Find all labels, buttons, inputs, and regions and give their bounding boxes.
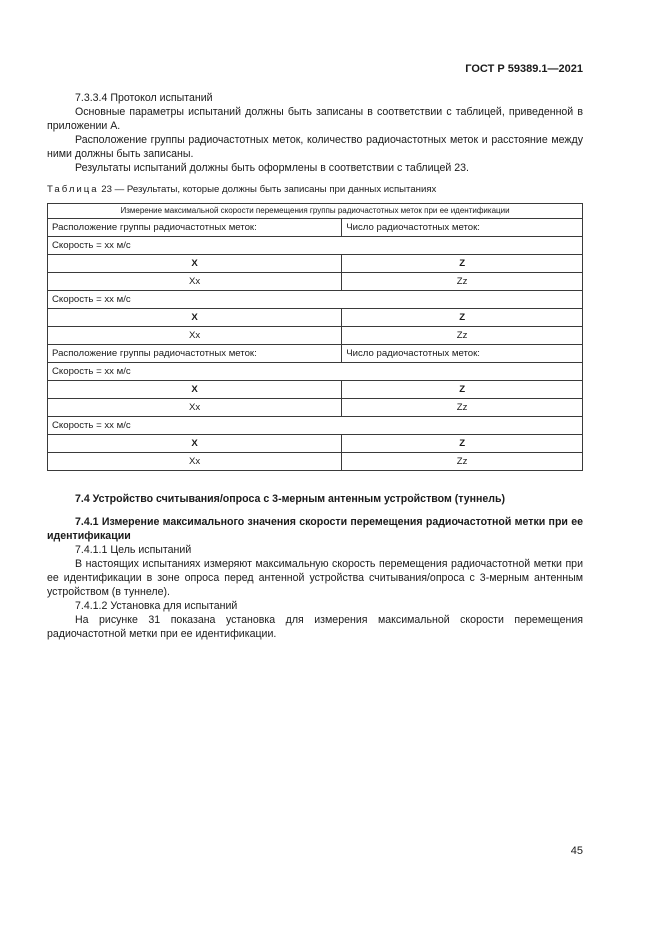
table-caption-text: 23 — Результаты, которые должны быть записаны при данных испытаниях (98, 184, 437, 196)
results-table (47, 203, 583, 471)
section-7-4-1-title: 7.4.1 Измерение максимального значения скорости перемещения радиочастотной метки при ее идентификации (47, 516, 583, 543)
x-header-cell: X (48, 255, 342, 273)
z-value-cell: Zz (342, 273, 583, 291)
z-header-cell: Z (342, 255, 583, 273)
location-label-cell: Расположение группы радиочастотных меток: (48, 345, 342, 363)
z-value-cell: Zz (342, 453, 583, 471)
table-row (48, 309, 583, 327)
section-7-3-3-4-title: 7.3.3.4 Протокол испытаний (75, 92, 213, 104)
x-header-cell: X (48, 381, 342, 399)
table-row (48, 435, 583, 453)
section-7-4-1-2-title: 7.4.1.2 Установка для испытаний (75, 599, 238, 612)
z-value-cell: Zz (342, 327, 583, 345)
z-header-cell: Z (342, 435, 583, 453)
table-row (48, 453, 583, 471)
paragraph: Результаты испытаний должны быть оформлены в соответствии с таблицей 23. (75, 161, 469, 174)
x-value-cell: Xx (48, 273, 342, 291)
paragraph: Основные параметры испытаний должны быть записаны в соответствии с таблицей, приведенной в приложении А. (47, 105, 583, 132)
x-value-cell: Xx (48, 453, 342, 471)
table-header-cell: Измерение максимальной скорости перемещения группы радиочастотных меток при ее идентификации (48, 204, 583, 219)
z-header-cell: Z (342, 381, 583, 399)
paragraph: Расположение группы радиочастотных меток, количество радиочастотных меток и расстояние между ними должны быть записаны. (47, 133, 583, 160)
x-header-cell: X (48, 435, 342, 453)
table-row (48, 219, 583, 237)
page-content (47, 92, 583, 641)
x-value-cell: Xx (48, 399, 342, 417)
location-label-cell: Расположение группы радиочастотных меток: (48, 219, 342, 237)
table-row (48, 237, 583, 255)
table-row (48, 345, 583, 363)
speed-label-cell: Скорость = xx м/с (48, 237, 583, 255)
table-row (48, 381, 583, 399)
speed-label-cell: Скорость = xx м/с (48, 417, 583, 435)
table-row (48, 255, 583, 273)
z-value-cell: Zz (342, 399, 583, 417)
section-7-4-1-1-title: 7.4.1.1 Цель испытаний (75, 544, 192, 557)
paragraph: На рисунке 31 показана установка для измерения максимальной скорости перемещения радиочастотной метки при ее идентификации. (47, 613, 583, 640)
paragraph: В настоящих испытаниях измеряют максимальную скорость перемещения радиочастотной метки при ее идентификации в зоне опроса перед антенной устройства считывания/опроса с 3-мерным антенным устройством (в туннеле). (47, 557, 583, 598)
table-row (48, 291, 583, 309)
count-label-cell: Число радиочастотных меток: (342, 219, 583, 237)
document-header: ГОСТ Р 59389.1—2021 (465, 63, 583, 75)
x-value-cell: Xx (48, 327, 342, 345)
table-row (48, 204, 583, 219)
table-row (48, 327, 583, 345)
x-header-cell: X (48, 309, 342, 327)
table-row (48, 363, 583, 381)
count-label-cell: Число радиочастотных меток: (342, 345, 583, 363)
speed-label-cell: Скорость = xx м/с (48, 363, 583, 381)
z-header-cell: Z (342, 309, 583, 327)
table-caption-word: Таблица (47, 184, 99, 196)
section-7-4-title: 7.4 Устройство считывания/опроса с 3-мерным антенным устройством (туннель) (75, 493, 506, 506)
table-row (48, 399, 583, 417)
speed-label-cell: Скорость = xx м/с (48, 291, 583, 309)
table-caption (47, 183, 583, 197)
page-number: 45 (570, 845, 583, 857)
table-row (48, 417, 583, 435)
table-row (48, 273, 583, 291)
